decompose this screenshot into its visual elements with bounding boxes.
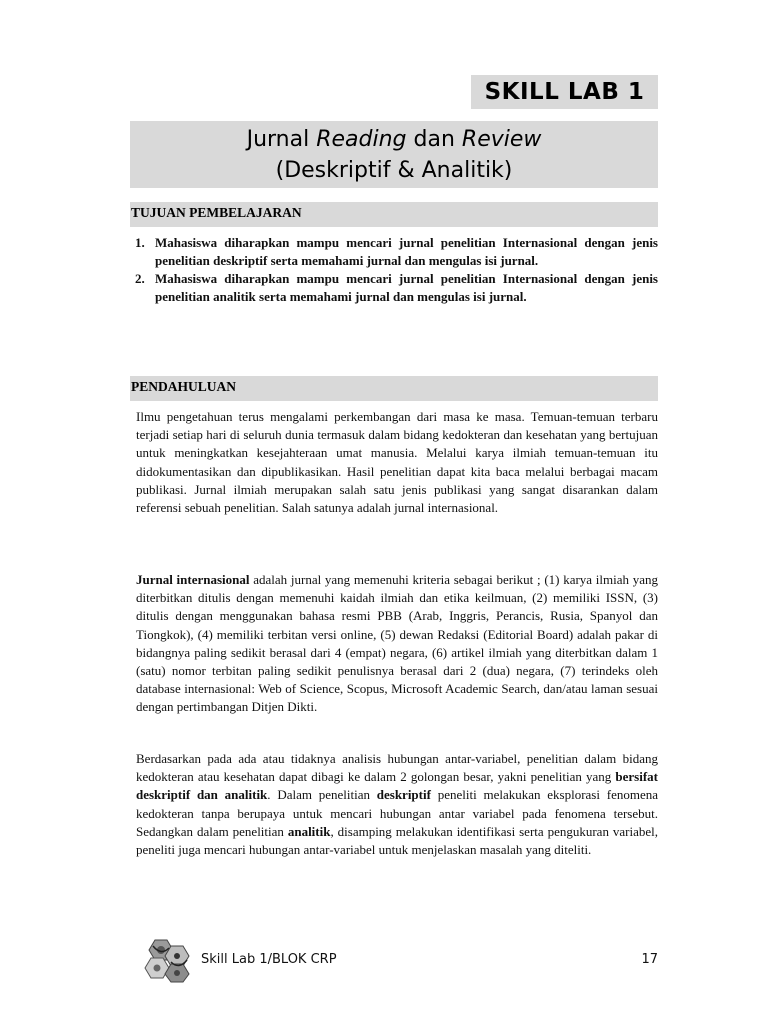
page-number: 17 <box>641 952 658 967</box>
list-item <box>135 270 658 306</box>
paragraph-text: . Dalam penelitian <box>267 787 377 803</box>
bold-term: deskriptif <box>376 787 431 803</box>
title-part: Jurnal <box>246 127 317 152</box>
title-part-italic: Review <box>461 127 542 152</box>
paragraph-text: adalah jurnal yang memenuhi kriteria sebagai berikut ; (1) karya ilmiah yang diterbitkan ditulis dengan memenuhi kaidah ilmiah dan etika keilmuan, (2) memiliki ISSN, (3) ditulis dengan menggunakan bahasa resmi PBB (Arab, Inggris, Perancis, Rusia, Spanyol dan Tiongkok), (4) memiliki terbitan versi online, (5) dewan Redaksi (Editorial Board) adalah pakar di bidangnya paling sedikit berasal dari 4 (empat) negara, (6) artikel ilmiah yang diterbitkan dalam 1 (satu) nomor terbitan paling sedikit penulisnya berasal dari 2 (dua) negara, (7) terindeks oleh database internasional: Web of Science, Scopus, Microsoft Academic Search, dan/atau laman sesuai dengan pertimbangan Ditjen Dikti. <box>136 572 658 715</box>
title-line-2: (Deskriptif & Analitik) <box>275 158 513 183</box>
bold-term: Jurnal internasional <box>136 572 250 587</box>
title-part-italic: Reading <box>316 127 407 152</box>
bold-term: bersifat deskriptif dan analitik <box>136 769 658 803</box>
section-heading-tujuan: TUJUAN PEMBELAJARAN <box>130 202 658 227</box>
paragraph-1: Ilmu pengetahuan terus mengalami perkembangan dari masa ke masa. Temuan-temuan terbaru terjadi setiap hari di seluruh dunia termasuk dalam bidang kedokteran dan kesehatan yang bertujuan untuk meningkatkan kesejahteraan umat manusia. Melalui karya ilmiah temuan-temuan itu didokumentasikan dan dipublikasikan. Hasil penelitian dapat kita baca melalui berbagai macam publikasi. Jurnal ilmiah merupakan salah satu jenis publikasi yang sangat disarankan dalam referensi sebuah penelitian. Salah satunya adalah jurnal internasional. <box>136 409 658 516</box>
section-heading-pendahuluan: PENDAHULUAN <box>130 376 658 401</box>
paragraph-text: , disamping melakukan identifikasi serta pengukuran variabel, peneliti juga mencari hubungan antar-variabel untuk menjelaskan masalah yang diteliti. <box>136 823 658 858</box>
hexagon-molecule-logo-icon <box>141 936 198 984</box>
footer-label: Skill Lab 1/BLOK CRP <box>201 952 337 967</box>
list-number: 2. <box>135 271 145 286</box>
paragraph-text: Berdasarkan pada ada atau tidaknya analisis hubungan antar-variabel, penelitian dalam bidang kedokteran atau kesehatan dapat dibagi ke dalam 2 golongan besar, yakni penelitian yang <box>136 751 658 785</box>
list-text: Mahasiswa diharapkan mampu mencari jurnal penelitian Internasional dengan jenis penelitian analitik serta memahami jurnal dan mengulas isi jurnal. <box>155 271 658 304</box>
list-text: Mahasiswa diharapkan mampu mencari jurnal penelitian Internasional dengan jenis penelitian deskriptif serta memahami jurnal dan mengulas isi jurnal. <box>155 235 658 268</box>
skill-lab-label: SKILL LAB 1 <box>471 75 658 109</box>
list-number: 1. <box>135 235 145 250</box>
title-part: dan <box>406 127 462 152</box>
paragraph-3 <box>136 750 658 859</box>
bold-term: analitik <box>287 823 331 839</box>
paragraph-text: peneliti melakukan eksplorasi fenomena kedokteran tanpa berupaya untuk mencari hubungan antar variabel pada fenomena tersebut. Sedangkan dalam penelitian <box>136 787 658 839</box>
page-title <box>130 121 658 188</box>
list-item <box>135 234 658 270</box>
objectives-list <box>135 234 658 306</box>
title-line-1 <box>130 124 658 155</box>
paragraph-2 <box>136 571 658 717</box>
